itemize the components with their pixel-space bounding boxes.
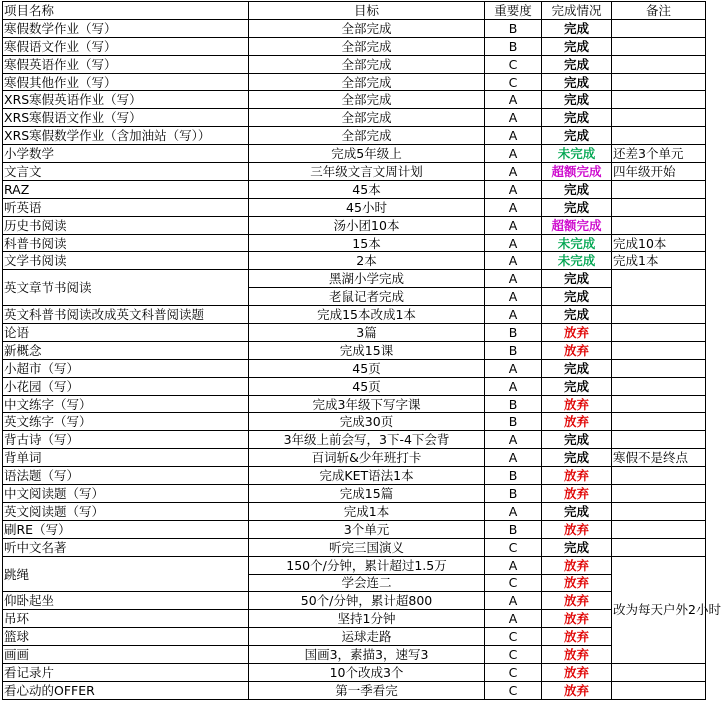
table-row (3, 377, 706, 395)
item-name: 中文阅读题（写） (3, 485, 249, 503)
table-row (3, 520, 706, 538)
target-cell: 全部完成 (249, 37, 485, 55)
status-text: 完成 (563, 128, 589, 144)
status-text: 完成 (563, 289, 589, 305)
importance-cell: B (485, 341, 542, 359)
status-cell (542, 610, 612, 628)
target-cell: 完成15课 (249, 341, 485, 359)
status-text: 完成 (563, 20, 589, 36)
status-cell (542, 163, 612, 181)
note-cell (612, 520, 706, 538)
target-cell: 150个/分钟，累计超过1.5万 (249, 556, 485, 574)
table-row (3, 341, 706, 359)
importance-cell: A (485, 556, 542, 574)
target-cell: 2本 (249, 252, 485, 270)
note-cell (612, 19, 706, 37)
item-name: 画画 (3, 646, 249, 664)
plan-table (2, 1, 721, 700)
importance-cell: B (485, 324, 542, 342)
importance-cell: A (485, 377, 542, 395)
status-cell (542, 413, 612, 431)
importance-cell: A (485, 502, 542, 520)
target-cell: 45页 (249, 359, 485, 377)
table-row (3, 413, 706, 431)
importance-cell: C (485, 681, 542, 699)
table-row (3, 502, 706, 520)
table-row (3, 324, 706, 342)
item-name: 历史书阅读 (3, 216, 249, 234)
item-name: 小学数学 (3, 145, 249, 163)
table-row (3, 198, 706, 216)
status-cell (542, 180, 612, 198)
status-text: 完成 (563, 56, 589, 72)
table-row (3, 538, 706, 556)
status-text: 放弃 (563, 664, 589, 680)
item-name: 吊环 (3, 610, 249, 628)
status-text: 放弃 (563, 557, 589, 573)
table-row (3, 270, 706, 288)
status-text: 放弃 (563, 485, 589, 501)
item-name: 刷RE（写） (3, 520, 249, 538)
item-name: 英文章节书阅读 (3, 270, 249, 306)
importance-cell: A (485, 270, 542, 288)
note-cell (612, 663, 706, 681)
target-cell: 完成5年级上 (249, 145, 485, 163)
importance-cell: B (485, 413, 542, 431)
status-text: 完成 (563, 307, 589, 323)
importance-cell: B (485, 395, 542, 413)
importance-cell: C (485, 628, 542, 646)
status-text: 完成 (563, 271, 589, 287)
status-text: 放弃 (563, 682, 589, 698)
status-text: 完成 (563, 74, 589, 90)
item-name: 跳绳 (3, 556, 249, 592)
status-text: 放弃 (563, 575, 589, 591)
item-name: 中文练字（写） (3, 395, 249, 413)
note-cell: 寒假不是终点 (612, 449, 706, 467)
note-cell (612, 538, 706, 556)
status-cell (542, 449, 612, 467)
table-row (3, 431, 706, 449)
table-row (3, 234, 706, 252)
target-cell: 三年级文言文周计划 (249, 163, 485, 181)
status-cell (542, 538, 612, 556)
note-cell (612, 431, 706, 449)
item-name: 听英语 (3, 198, 249, 216)
note-cell (612, 467, 706, 485)
status-cell (542, 646, 612, 664)
header-status: 完成情况 (542, 2, 612, 20)
item-name: 看心动的OFFER (3, 681, 249, 699)
note-cell (612, 109, 706, 127)
target-cell: 50个/分钟，累计超800 (249, 592, 485, 610)
item-name: 背单词 (3, 449, 249, 467)
table-row (3, 180, 706, 198)
target-cell: 汤小团10本 (249, 216, 485, 234)
note-cell (612, 55, 706, 73)
item-name: 看记录片 (3, 663, 249, 681)
status-text: 完成 (563, 539, 589, 555)
table-row (3, 127, 706, 145)
importance-cell: B (485, 520, 542, 538)
status-cell (542, 628, 612, 646)
item-name: 寒假数学作业（写） (3, 19, 249, 37)
status-text: 放弃 (563, 468, 589, 484)
status-cell (542, 520, 612, 538)
target-cell: 3篇 (249, 324, 485, 342)
table-row (3, 306, 706, 324)
importance-cell: B (485, 19, 542, 37)
note-cell (612, 270, 706, 306)
status-cell (542, 91, 612, 109)
status-cell (542, 19, 612, 37)
status-cell (542, 324, 612, 342)
target-cell: 全部完成 (249, 19, 485, 37)
item-name: 篮球 (3, 628, 249, 646)
status-text: 放弃 (563, 647, 589, 662)
status-cell (542, 431, 612, 449)
item-name: 科普书阅读 (3, 234, 249, 252)
table-row (3, 37, 706, 55)
status-text: 完成 (563, 378, 589, 394)
importance-cell: C (485, 55, 542, 73)
importance-cell: A (485, 198, 542, 216)
status-text: 完成 (563, 110, 589, 126)
note-cell (612, 502, 706, 520)
header-name: 项目名称 (3, 2, 249, 20)
note-cell (612, 216, 706, 234)
importance-cell: A (485, 234, 542, 252)
table-row (3, 592, 706, 610)
item-name: 语法题（写） (3, 467, 249, 485)
status-text: 放弃 (563, 521, 589, 537)
note-cell (612, 377, 706, 395)
table-row (3, 663, 706, 681)
status-cell (542, 145, 612, 163)
item-name: XRS寒假英语作业（写） (3, 91, 249, 109)
status-cell (542, 556, 612, 574)
status-text: 完成 (563, 181, 589, 197)
note-cell (612, 73, 706, 91)
table-row (3, 145, 706, 163)
status-cell (542, 234, 612, 252)
target-cell: 45页 (249, 377, 485, 395)
status-text: 放弃 (563, 324, 589, 340)
note-cell (612, 37, 706, 55)
item-name: 小花园（写） (3, 377, 249, 395)
note-cell (612, 198, 706, 216)
header-importance: 重要度 (485, 2, 542, 20)
item-name: 寒假英语作业（写） (3, 55, 249, 73)
importance-cell: A (485, 91, 542, 109)
status-cell (542, 359, 612, 377)
item-name: XRS寒假数学作业（含加油站（写）） (3, 127, 249, 145)
status-cell (542, 216, 612, 234)
status-text: 超额完成 (551, 217, 602, 233)
header-target: 目标 (249, 2, 485, 20)
item-name: 寒假语文作业（写） (3, 37, 249, 55)
status-cell (542, 377, 612, 395)
status-text: 完成 (563, 38, 589, 54)
importance-cell: A (485, 163, 542, 181)
note-cell (612, 485, 706, 503)
target-cell: 45本 (249, 180, 485, 198)
note-cell (612, 306, 706, 324)
target-cell: 全部完成 (249, 109, 485, 127)
target-cell: 完成1本 (249, 502, 485, 520)
status-cell (542, 395, 612, 413)
target-cell: 15本 (249, 234, 485, 252)
status-text: 放弃 (563, 593, 589, 609)
table-row (3, 73, 706, 91)
status-text: 完成 (563, 432, 589, 448)
status-cell (542, 681, 612, 699)
note-cell: 还差3个单元 (612, 145, 706, 163)
importance-cell: A (485, 145, 542, 163)
target-cell: 全部完成 (249, 73, 485, 91)
target-cell: 黑湖小学完成 (249, 270, 485, 288)
status-cell (542, 485, 612, 503)
status-cell (542, 73, 612, 91)
importance-cell: A (485, 610, 542, 628)
importance-cell: A (485, 306, 542, 324)
target-cell: 听完三国演义 (249, 538, 485, 556)
importance-cell: C (485, 663, 542, 681)
importance-cell: B (485, 467, 542, 485)
item-name: 寒假其他作业（写） (3, 73, 249, 91)
note-cell (612, 341, 706, 359)
status-cell (542, 288, 612, 306)
table-row (3, 91, 706, 109)
table-row (3, 395, 706, 413)
importance-cell: A (485, 449, 542, 467)
note-cell (612, 324, 706, 342)
status-cell (542, 127, 612, 145)
status-cell (542, 306, 612, 324)
note-cell: 四年级开始 (612, 163, 706, 181)
importance-cell: A (485, 180, 542, 198)
status-cell (542, 467, 612, 485)
status-cell (542, 574, 612, 592)
table-row (3, 681, 706, 699)
item-name: 小超市（写） (3, 359, 249, 377)
table-row (3, 628, 706, 646)
status-text: 放弃 (563, 396, 589, 412)
status-text: 放弃 (563, 629, 589, 645)
importance-cell: B (485, 37, 542, 55)
status-cell (542, 341, 612, 359)
table-row (3, 55, 706, 73)
target-cell: 老鼠记者完成 (249, 288, 485, 306)
status-text: 完成 (563, 360, 589, 376)
table-row (3, 467, 706, 485)
table-row (3, 252, 706, 270)
status-text: 未完成 (557, 235, 596, 251)
target-cell: 完成3年级下写字课 (249, 395, 485, 413)
item-name: 论语 (3, 324, 249, 342)
target-cell: 第一季看完 (249, 681, 485, 699)
target-cell: 3个单元 (249, 520, 485, 538)
importance-cell: A (485, 592, 542, 610)
table-row (3, 485, 706, 503)
item-name: XRS寒假语文作业（写） (3, 109, 249, 127)
status-cell (542, 198, 612, 216)
importance-cell: A (485, 359, 542, 377)
status-cell (542, 592, 612, 610)
item-name: 文言文 (3, 163, 249, 181)
status-text: 未完成 (557, 253, 596, 269)
note-cell (612, 180, 706, 198)
status-text: 完成 (563, 503, 589, 519)
target-cell: 完成KET语法1本 (249, 467, 485, 485)
table-row (3, 449, 706, 467)
table-row (3, 216, 706, 234)
status-cell (542, 55, 612, 73)
note-cell (612, 395, 706, 413)
importance-cell: C (485, 646, 542, 664)
status-cell (542, 502, 612, 520)
target-cell: 45小时 (249, 198, 485, 216)
table-row (3, 556, 706, 574)
header-row (3, 2, 706, 20)
target-cell: 全部完成 (249, 91, 485, 109)
item-name: 英文科普书阅读改成英文科普阅读题 (3, 306, 249, 324)
table-row (3, 163, 706, 181)
target-cell: 国画3，素描3，速写3 (249, 646, 485, 664)
status-text: 超额完成 (551, 163, 602, 179)
item-name: 听中文名著 (3, 538, 249, 556)
status-text: 放弃 (563, 414, 589, 430)
status-text: 放弃 (563, 342, 589, 358)
target-cell: 百词斩&少年班打卡 (249, 449, 485, 467)
target-cell: 10个改成3个 (249, 663, 485, 681)
importance-cell: A (485, 127, 542, 145)
target-cell: 全部完成 (249, 127, 485, 145)
note-cell (612, 91, 706, 109)
status-text: 完成 (563, 450, 589, 466)
status-cell (542, 252, 612, 270)
item-name: 文学书阅读 (3, 252, 249, 270)
target-cell: 完成30页 (249, 413, 485, 431)
item-name: 背古诗（写） (3, 431, 249, 449)
note-cell (612, 359, 706, 377)
header-note: 备注 (612, 2, 706, 20)
status-cell (542, 109, 612, 127)
item-name: 英文阅读题（写） (3, 502, 249, 520)
note-cell (612, 681, 706, 699)
status-text: 完成 (563, 92, 589, 108)
table-row (3, 109, 706, 127)
importance-cell: C (485, 73, 542, 91)
target-cell: 3年级上前会写，3下-4下会背 (249, 431, 485, 449)
item-name: 英文练字（写） (3, 413, 249, 431)
status-text: 未完成 (557, 146, 596, 162)
note-cell (612, 127, 706, 145)
merged-note: 改为每天户外2小时 (612, 556, 706, 663)
table-row (3, 19, 706, 37)
table-row (3, 646, 706, 664)
table-row (3, 359, 706, 377)
note-cell (612, 413, 706, 431)
status-text: 放弃 (563, 611, 589, 627)
status-cell (542, 663, 612, 681)
importance-cell: C (485, 574, 542, 592)
table-row (3, 610, 706, 628)
target-cell: 全部完成 (249, 55, 485, 73)
importance-cell: A (485, 216, 542, 234)
importance-cell: B (485, 485, 542, 503)
item-name: 仰卧起坐 (3, 592, 249, 610)
target-cell: 学会连二 (249, 574, 485, 592)
target-cell: 完成15篇 (249, 485, 485, 503)
importance-cell: C (485, 538, 542, 556)
importance-cell: A (485, 288, 542, 306)
note-cell: 完成1本 (612, 252, 706, 270)
note-cell: 完成10本 (612, 234, 706, 252)
importance-cell: A (485, 431, 542, 449)
status-text: 完成 (563, 199, 589, 215)
status-cell (542, 37, 612, 55)
importance-cell: A (485, 252, 542, 270)
item-name: RAZ (3, 180, 249, 198)
target-cell: 完成15本改成1本 (249, 306, 485, 324)
target-cell: 坚持1分钟 (249, 610, 485, 628)
status-cell (542, 270, 612, 288)
importance-cell: A (485, 109, 542, 127)
target-cell: 运球走路 (249, 628, 485, 646)
item-name: 新概念 (3, 341, 249, 359)
